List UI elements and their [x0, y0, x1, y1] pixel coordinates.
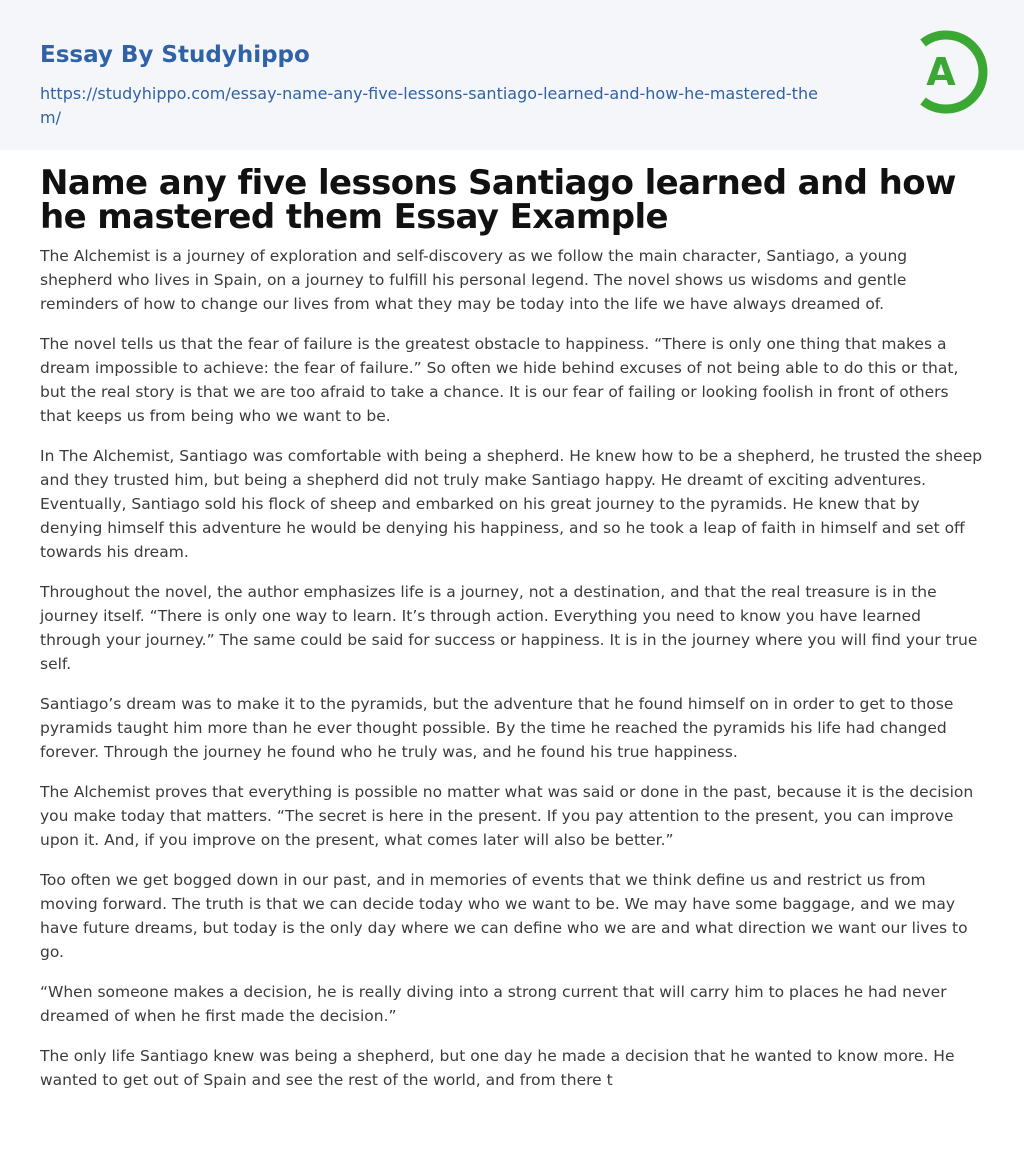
article-paragraph: The Alchemist is a journey of exploration and self-discovery as we follow the main character, Santiago, a young shepherd who lives in Spain, on a journey to fulfill his personal legend. The novel shows us wisdoms and gentle reminders of how to change our lives from what they may be today into the life we have always dreamed of.: [40, 247, 908, 313]
studyhippo-logo[interactable]: [908, 26, 992, 118]
article-paragraph: “When someone makes a decision, he is really diving into a strong current that will carry him to places he had never dreamed of when he first made the decision.”: [40, 983, 947, 1025]
article-paragraph: The Alchemist proves that everything is possible no matter what was said or done in the past, because it is the decision you make today that matters. “The secret is here in the present. If you pay attention to the present, you can improve upon it. And, if you improve on the present, what comes later will also be better.”: [40, 783, 974, 849]
article-paragraph: Throughout the novel, the author emphasizes life is a journey, not a destination, and that the real treasure is in the journey itself. “There is only one way to learn. It’s through action. Everything you need to know you have learned through your journey.” The same could be said for success or happiness. It is in the journey where you will find your true self.: [40, 583, 978, 673]
article: [0, 150, 1024, 1092]
article-paragraph: Too often we get bogged down in our past, and in memories of events that we think define us and restrict us from moving forward. The truth is that we can decide today who we want to be. We may have some baggage, and we may have future dreams, but today is the only day where we can define who we are and what direction we want our lives to go.: [40, 871, 968, 961]
essay-url-link[interactable]: https://studyhippo.com/essay-name-any-five-lessons-santiago-learned-and-how-he-mastered-them/: [40, 84, 818, 127]
article-paragraph: In The Alchemist, Santiago was comfortable with being a shepherd. He knew how to be a shepherd, he trusted the sheep and they trusted him, but being a shepherd did not truly make Santiago happy. He dreamt of exciting adventures. Eventually, Santiago sold his flock of sheep and embarked on his great journey to the pyramids. He knew that by denying himself this adventure he would be denying his happiness, and so he took a leap of faith in himself and set off towards his dream.: [40, 447, 983, 561]
site-brand-title[interactable]: Essay By Studyhippo: [40, 42, 310, 68]
logo-letter: A: [926, 50, 956, 94]
article-paragraph: Santiago’s dream was to make it to the pyramids, but the adventure that he found himself on in order to get to those pyramids taught him more than he ever thought possible. By the time he reached the pyramids his life had changed forever. Through the journey he found who he truly was, and he found his true happiness.: [40, 695, 954, 761]
site-header: [0, 0, 1024, 150]
article-paragraph: The novel tells us that the fear of failure is the greatest obstacle to happiness. “There is only one thing that makes a dream impossible to achieve: the fear of failure.” So often we hide behind excuses of not being able to do this or that, but the real story is that we are too afraid to take a chance. It is our fear of failing or looking foolish in front of others that keeps us from being who we want to be.: [40, 335, 959, 425]
article-paragraph: The only life Santiago knew was being a shepherd, but one day he made a decision that he wanted to know more. He wanted to get out of Spain and see the rest of the world, and from there t: [40, 1047, 955, 1089]
article-title: Name any five lessons Santiago learned and how he mastered them Essay Example: [40, 163, 956, 237]
